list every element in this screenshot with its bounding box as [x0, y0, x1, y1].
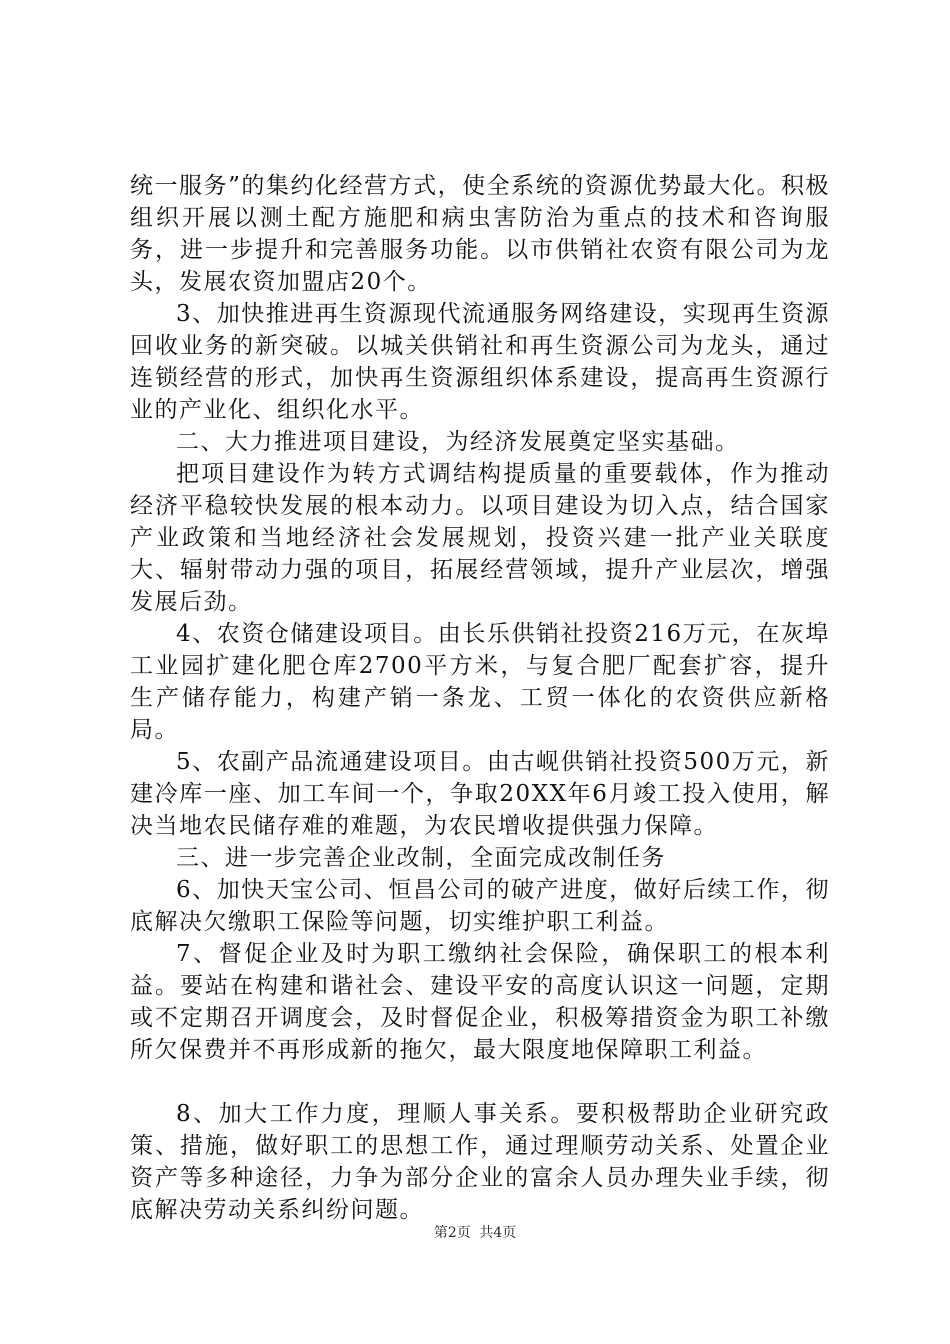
section-heading-3: 三、进一步完善企业改制，全面完成改制任务: [176, 845, 666, 871]
paragraph-continuation: 统一服务”的集约化经营方式，使全系统的资源优势最大化。积极组织开展以测土配方施肥和病虫害防治为重点的技术和咨询服务，进一步提升和完善服务功能。以市供销社农资有限公司为龙头，发展农资加盟店20个。: [130, 173, 830, 295]
paragraph-project-intro: 把项目建设作为转方式调结构提质量的重要载体，作为推动经济平稳较快发展的根本动力。以项目建设为切入点，结合国家产业政策和当地经济社会发展规划，投资兴建一批产业关联度大、辐射带动力强的项目，拓展经营领域，提升产业层次，增强发展后劲。: [130, 461, 830, 615]
page-number: 第2页: [433, 1225, 471, 1241]
paragraph-item-4: 4、农资仓储建设项目。由长乐供销社投资216万元，在灰埠工业园扩建化肥仓库2700平方米，与复合肥厂配套扩容，提升生产储存能力，构建产销一条龙、工贸一体化的农资供应新格局。: [130, 621, 830, 743]
paragraph-item-3: 3、加快推进再生资源现代流通服务网络建设，实现再生资源回收业务的新突破。以城关供销社和再生资源公司为龙头，通过连锁经营的形式，加快再生资源组织体系建设，提高再生资源行业的产业化、组织化水平。: [130, 301, 830, 423]
paragraph-item-8: 8、加大工作力度，理顺人事关系。要积极帮助企业研究政策、措施，做好职工的思想工作，通过理顺劳动关系、处置企业资产等多种途径，力争为部分企业的富余人员办理失业手续，彻底解决劳动关系纠纷问题。: [130, 1101, 830, 1223]
paragraph-item-6: 6、加快天宝公司、恒昌公司的破产进度，做好后续工作，彻底解决欠缴职工保险等问题，切实维护职工利益。: [130, 877, 830, 935]
paragraph-item-5: 5、农副产品流通建设项目。由古岘供销社投资500万元，新建冷库一座、加工车间一个，争取20XX年6月竣工投入使用，解决当地农民储存难的难题，为农民增收提供强力保障。: [130, 749, 830, 839]
paragraph-item-7: 7、督促企业及时为职工缴纳社会保险，确保职工的根本利益。要站在构建和谐社会、建设平安的高度认识这一问题，定期或不定期召开调度会，及时督促企业，积极筹措资金为职工补缴所欠保费并不再形成新的拖欠，最大限度地保障职工利益。: [130, 941, 830, 1063]
section-heading-2: 二、大力推进项目建设，为经济发展奠定坚实基础。: [176, 429, 740, 455]
page-total: 共4页: [479, 1225, 517, 1241]
page-footer: [0, 1222, 950, 1242]
document-body: [130, 170, 830, 1226]
